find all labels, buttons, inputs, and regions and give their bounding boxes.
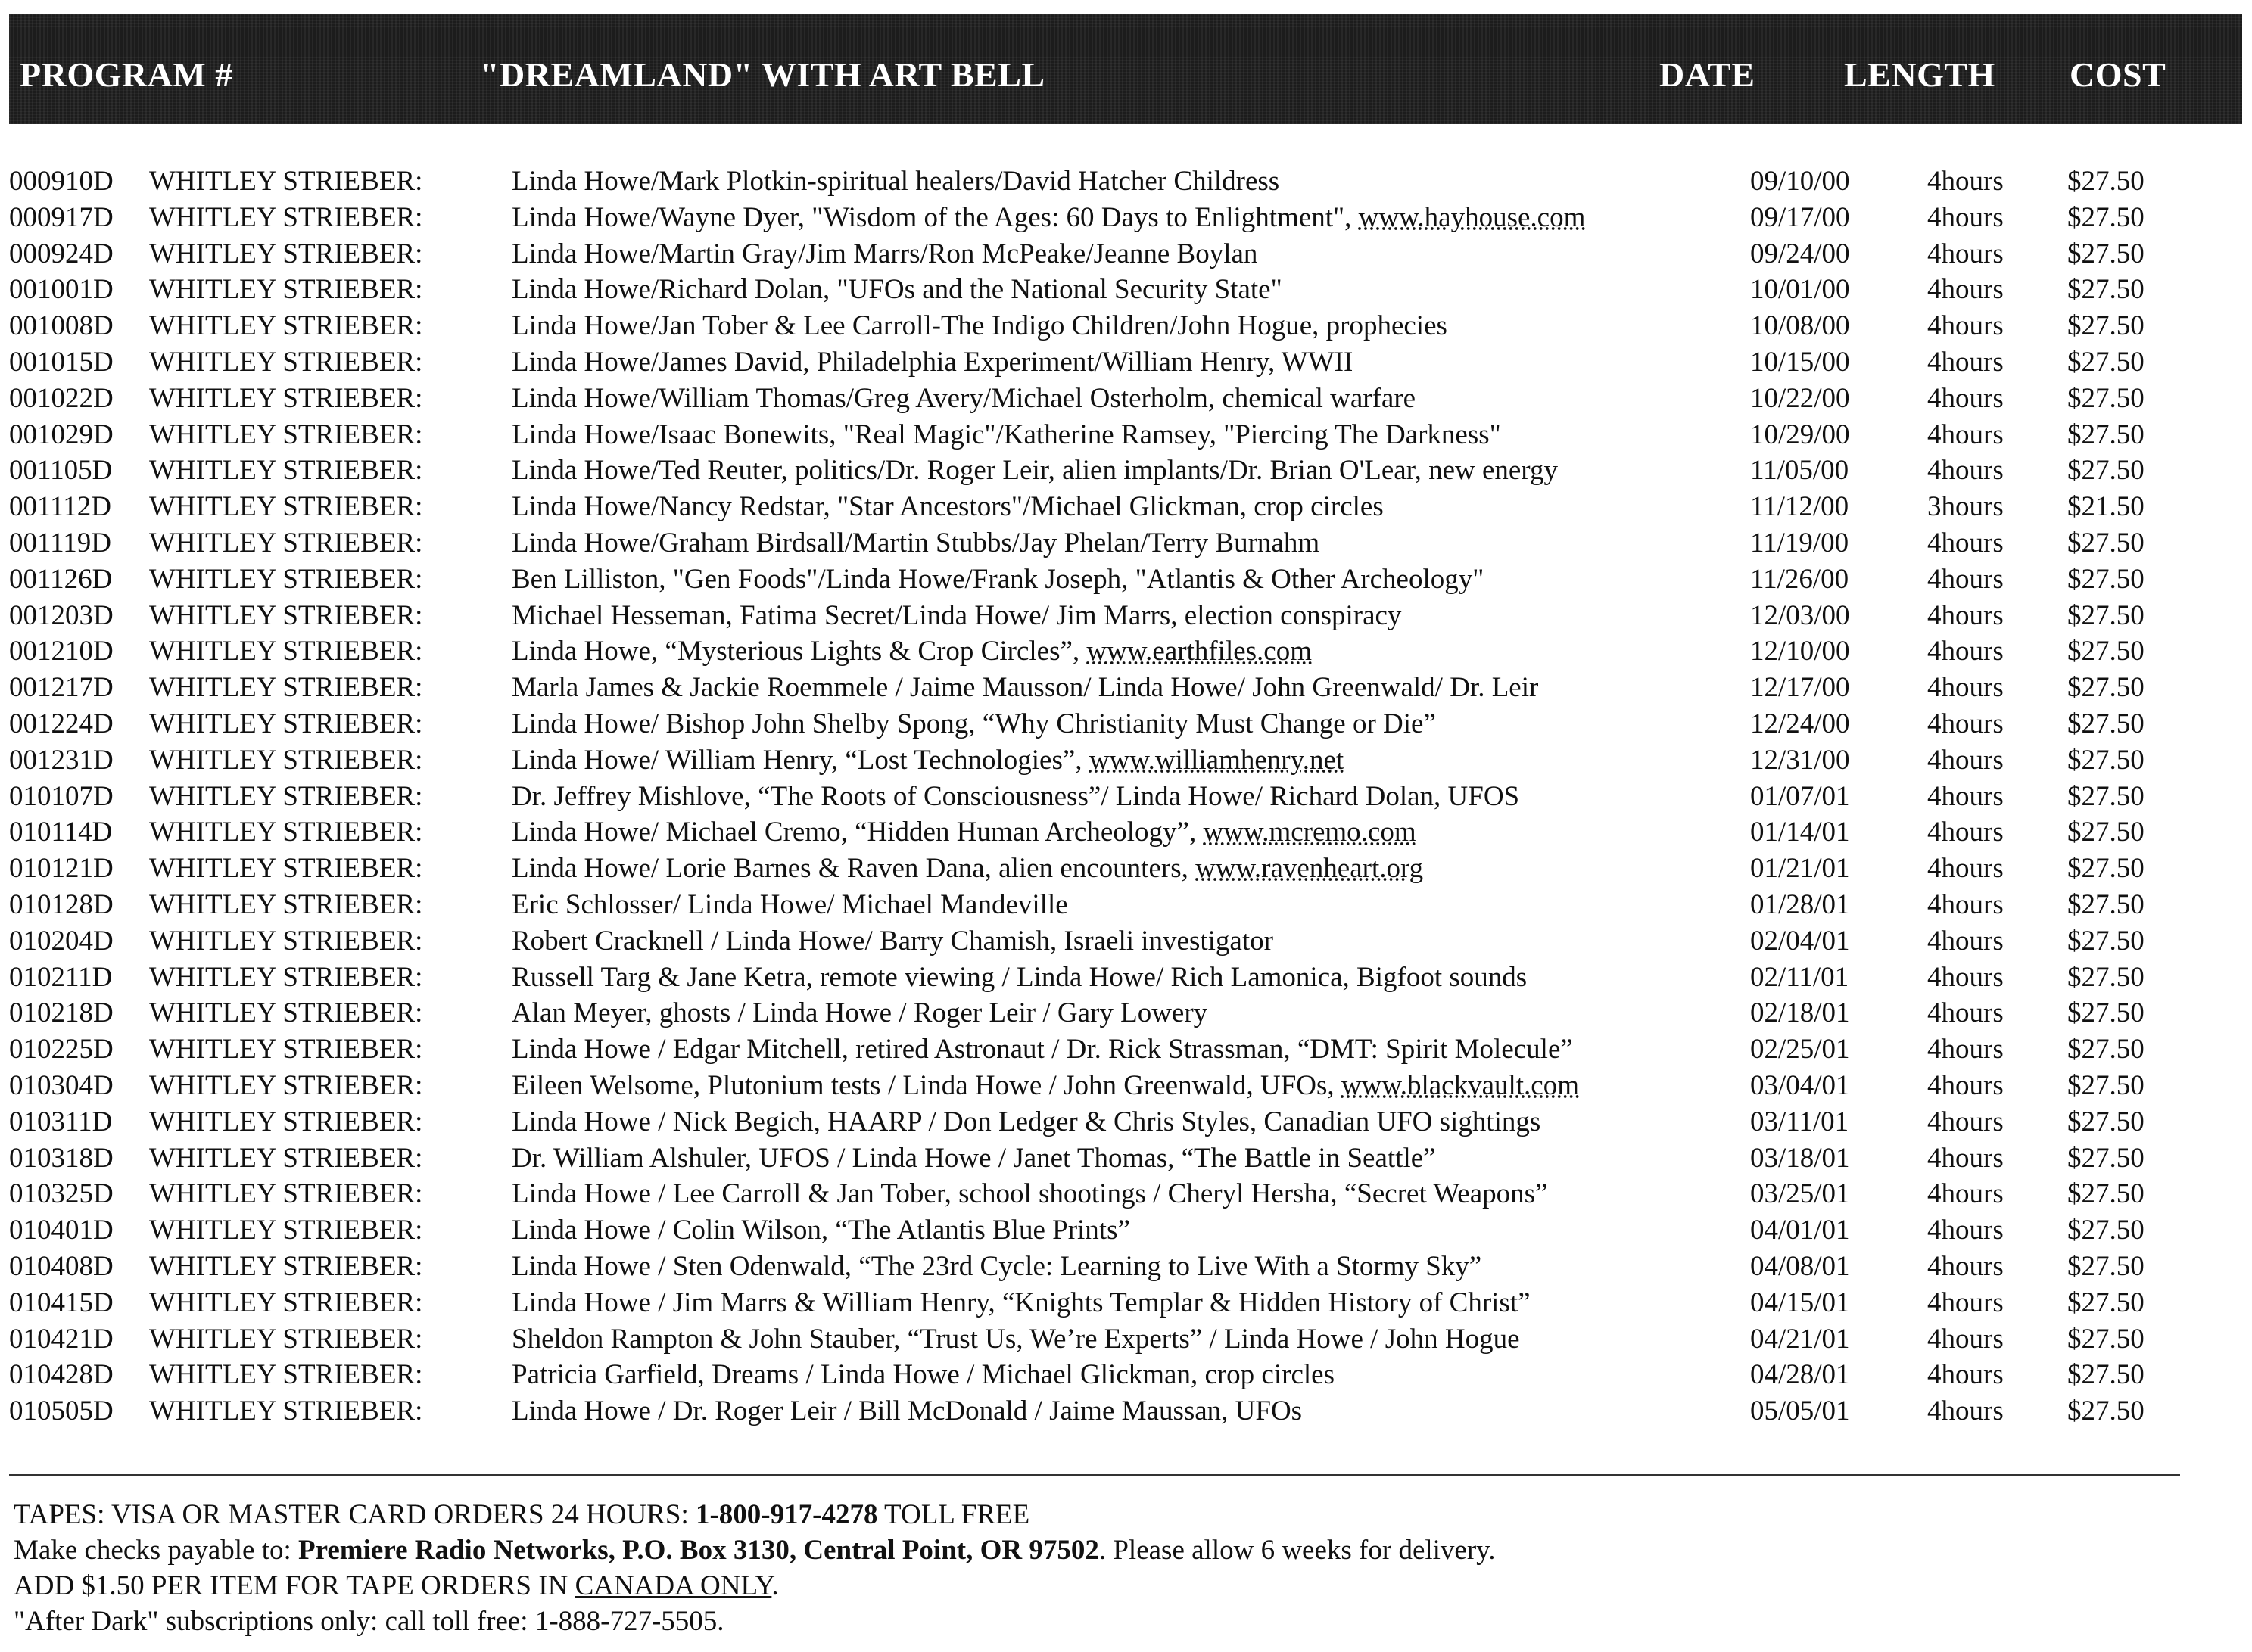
program-list xyxy=(0,163,2252,1430)
table-row xyxy=(0,887,2252,923)
program-description: Ben Lilliston, "Gen Foods"/Linda Howe/Frank Joseph, "Atlantis & Other Archeology" xyxy=(512,563,1484,595)
table-row xyxy=(0,1031,2252,1068)
air-date: 12/17/00 xyxy=(1750,672,1850,704)
table-row xyxy=(0,1176,2252,1212)
program-cost: $27.50 xyxy=(2067,1215,2145,1246)
air-date: 01/21/01 xyxy=(1750,853,1850,885)
program-number: 001015D xyxy=(9,346,114,378)
program-length: 3hours xyxy=(1927,491,2004,523)
footer-line-tapes: TAPES: VISA OR MASTER CARD ORDERS 24 HOURS: 1-800-917-4278 TOLL FREE xyxy=(14,1499,1030,1530)
host-name: WHITLEY STRIEBER: xyxy=(149,599,423,631)
program-number: 010428D xyxy=(9,1359,114,1391)
host-name: WHITLEY STRIEBER: xyxy=(149,491,423,523)
program-cost: $27.50 xyxy=(2067,382,2145,414)
program-description: Linda Howe/ Lorie Barnes & Raven Dana, alien encounters, www.ravenheart.org xyxy=(512,853,1424,885)
program-description: Linda Howe/Wayne Dyer, "Wisdom of the Ages: 60 Days to Enlightment", www.hayhouse.com xyxy=(512,201,1586,233)
header-length: LENGTH xyxy=(1844,55,1995,94)
host-name: WHITLEY STRIEBER: xyxy=(149,672,423,704)
program-number: 010211D xyxy=(9,961,113,993)
footer-line-canada: ADD $1.50 PER ITEM FOR TAPE ORDERS IN CANADA ONLY. xyxy=(14,1570,779,1601)
air-date: 05/05/01 xyxy=(1750,1395,1850,1427)
air-date: 12/31/00 xyxy=(1750,744,1850,776)
program-length: 4hours xyxy=(1927,1178,2004,1210)
program-description: Linda Howe/Richard Dolan, "UFOs and the National Security State" xyxy=(512,274,1282,306)
program-length: 4hours xyxy=(1927,166,2004,197)
program-description: Linda Howe / Nick Begich, HAARP / Don Ledger & Chris Styles, Canadian UFO sightings xyxy=(512,1106,1541,1137)
host-name: WHITLEY STRIEBER: xyxy=(149,527,423,558)
program-description: Linda Howe/Isaac Bonewits, "Real Magic"/Katherine Ramsey, "Piercing The Darkness" xyxy=(512,418,1501,450)
program-number: 010311D xyxy=(9,1106,113,1137)
program-length: 4hours xyxy=(1927,1359,2004,1391)
program-length: 4hours xyxy=(1927,382,2004,414)
website-link[interactable]: www.mcremo.com xyxy=(1203,817,1416,848)
host-name: WHITLEY STRIEBER: xyxy=(149,817,423,848)
program-description: Linda Howe/Martin Gray/Jim Marrs/Ron McPeake/Jeanne Boylan xyxy=(512,238,1258,269)
table-row xyxy=(0,562,2252,598)
program-number: 010121D xyxy=(9,853,114,885)
program-number: 010225D xyxy=(9,1034,114,1066)
host-name: WHITLEY STRIEBER: xyxy=(149,636,423,667)
program-number: 001224D xyxy=(9,708,114,739)
table-row xyxy=(0,706,2252,742)
program-number: 010114D xyxy=(9,817,113,848)
program-cost: $27.50 xyxy=(2067,1286,2145,1318)
website-link[interactable]: www.earthfiles.com xyxy=(1086,636,1313,667)
air-date: 01/07/01 xyxy=(1750,780,1850,812)
program-description: Sheldon Rampton & John Stauber, “Trust Us, We’re Experts” / Linda Howe / John Hogue xyxy=(512,1323,1520,1355)
host-name: WHITLEY STRIEBER: xyxy=(149,708,423,739)
air-date: 03/04/01 xyxy=(1750,1069,1850,1101)
table-row xyxy=(0,1285,2252,1321)
air-date: 02/25/01 xyxy=(1750,1034,1850,1066)
program-description: Linda Howe / Edgar Mitchell, retired Astronaut / Dr. Rick Strassman, “DMT: Spirit Molecule” xyxy=(512,1034,1573,1066)
program-length: 4hours xyxy=(1927,1034,2004,1066)
program-number: 001008D xyxy=(9,310,114,342)
table-row xyxy=(0,525,2252,562)
program-cost: $27.50 xyxy=(2067,1250,2145,1282)
host-name: WHITLEY STRIEBER: xyxy=(149,1286,423,1318)
program-length: 4hours xyxy=(1927,1395,2004,1427)
program-number: 001119D xyxy=(9,527,111,558)
program-number: 001022D xyxy=(9,382,114,414)
footer-line-after-dark: "After Dark" subscriptions only: call toll free: 1-888-727-5505. xyxy=(14,1606,724,1637)
air-date: 04/08/01 xyxy=(1750,1250,1850,1282)
program-description: Linda Howe/Nancy Redstar, "Star Ancestors"/Michael Glickman, crop circles xyxy=(512,491,1384,523)
program-number: 010408D xyxy=(9,1250,114,1282)
program-description: Linda Howe/Ted Reuter, politics/Dr. Roger Leir, alien implants/Dr. Brian O'Lear, new energy xyxy=(512,455,1558,487)
table-header-band xyxy=(9,14,2242,124)
air-date: 04/28/01 xyxy=(1750,1359,1850,1391)
program-description: Linda Howe/William Thomas/Greg Avery/Michael Osterholm, chemical warfare xyxy=(512,382,1416,414)
host-name: WHITLEY STRIEBER: xyxy=(149,310,423,342)
program-number: 001126D xyxy=(9,563,113,595)
host-name: WHITLEY STRIEBER: xyxy=(149,1142,423,1174)
program-cost: $27.50 xyxy=(2067,853,2145,885)
program-length: 4hours xyxy=(1927,346,2004,378)
program-length: 4hours xyxy=(1927,418,2004,450)
program-length: 4hours xyxy=(1927,201,2004,233)
program-cost: $27.50 xyxy=(2067,888,2145,920)
program-cost: $21.50 xyxy=(2067,491,2145,523)
header-program: PROGRAM # xyxy=(20,55,233,94)
program-cost: $27.50 xyxy=(2067,1395,2145,1427)
air-date: 09/10/00 xyxy=(1750,166,1850,197)
website-link[interactable]: www.hayhouse.com xyxy=(1358,201,1586,233)
host-name: WHITLEY STRIEBER: xyxy=(149,853,423,885)
program-description: Linda Howe/Graham Birdsall/Martin Stubbs/Jay Phelan/Terry Burnahm xyxy=(512,527,1320,558)
footer-divider xyxy=(9,1474,2180,1476)
program-length: 4hours xyxy=(1927,599,2004,631)
program-length: 4hours xyxy=(1927,1142,2004,1174)
website-link[interactable]: www.williamhenry.net xyxy=(1089,744,1344,776)
program-description: Russell Targ & Jane Ketra, remote viewing / Linda Howe/ Rich Lamonica, Bigfoot sounds xyxy=(512,961,1528,993)
air-date: 12/10/00 xyxy=(1750,636,1850,667)
air-date: 09/24/00 xyxy=(1750,238,1850,269)
program-number: 010318D xyxy=(9,1142,114,1174)
table-row xyxy=(0,1068,2252,1104)
table-row xyxy=(0,272,2252,308)
program-length: 4hours xyxy=(1927,817,2004,848)
program-length: 4hours xyxy=(1927,310,2004,342)
program-cost: $27.50 xyxy=(2067,1034,2145,1066)
air-date: 10/15/00 xyxy=(1750,346,1850,378)
host-name: WHITLEY STRIEBER: xyxy=(149,1034,423,1066)
program-number: 010421D xyxy=(9,1323,114,1355)
host-name: WHITLEY STRIEBER: xyxy=(149,166,423,197)
program-length: 4hours xyxy=(1927,1323,2004,1355)
program-description: Linda Howe, “Mysterious Lights & Crop Circles”, www.earthfiles.com xyxy=(512,636,1313,667)
host-name: WHITLEY STRIEBER: xyxy=(149,382,423,414)
program-length: 4hours xyxy=(1927,636,2004,667)
program-number: 010204D xyxy=(9,925,114,957)
program-cost: $27.50 xyxy=(2067,1178,2145,1210)
program-length: 4hours xyxy=(1927,238,2004,269)
program-length: 4hours xyxy=(1927,925,2004,957)
table-row xyxy=(0,995,2252,1031)
program-description: Michael Hesseman, Fatima Secret/Linda Howe/ Jim Marrs, election conspiracy xyxy=(512,599,1402,631)
program-length: 4hours xyxy=(1927,853,2004,885)
program-description: Linda Howe/ Michael Cremo, “Hidden Human Archeology”, www.mcremo.com xyxy=(512,817,1416,848)
program-cost: $27.50 xyxy=(2067,672,2145,704)
host-name: WHITLEY STRIEBER: xyxy=(149,274,423,306)
program-length: 4hours xyxy=(1927,744,2004,776)
host-name: WHITLEY STRIEBER: xyxy=(149,563,423,595)
program-description: Dr. William Alshuler, UFOS / Linda Howe / Janet Thomas, “The Battle in Seattle” xyxy=(512,1142,1436,1174)
program-description: Marla James & Jackie Roemmele / Jaime Mausson/ Linda Howe/ John Greenwald/ Dr. Leir xyxy=(512,672,1539,704)
program-number: 001029D xyxy=(9,418,114,450)
program-length: 4hours xyxy=(1927,455,2004,487)
program-number: 001112D xyxy=(9,491,111,523)
program-cost: $27.50 xyxy=(2067,1359,2145,1391)
table-row xyxy=(0,814,2252,851)
program-description: Linda Howe/Jan Tober & Lee Carroll-The Indigo Children/John Hogue, prophecies xyxy=(512,310,1447,342)
ordering-info xyxy=(14,1497,1496,1639)
table-row xyxy=(0,1393,2252,1430)
header-title: "DREAMLAND" WITH ART BELL xyxy=(480,55,1045,94)
air-date: 04/15/01 xyxy=(1750,1286,1850,1318)
table-row xyxy=(0,453,2252,489)
program-number: 010107D xyxy=(9,780,114,812)
host-name: WHITLEY STRIEBER: xyxy=(149,238,423,269)
program-number: 000924D xyxy=(9,238,114,269)
program-cost: $27.50 xyxy=(2067,1069,2145,1101)
program-description: Linda Howe/ William Henry, “Lost Technologies”, www.williamhenry.net xyxy=(512,744,1344,776)
program-description: Eileen Welsome, Plutonium tests / Linda Howe / John Greenwald, UFOs, www.blackvault.com xyxy=(512,1069,1580,1101)
program-description: Linda Howe / Colin Wilson, “The Atlantis Blue Prints” xyxy=(512,1215,1130,1246)
table-row xyxy=(0,779,2252,815)
table-row xyxy=(0,1321,2252,1358)
program-number: 001217D xyxy=(9,672,114,704)
program-cost: $27.50 xyxy=(2067,201,2145,233)
program-cost: $27.50 xyxy=(2067,817,2145,848)
program-cost: $27.50 xyxy=(2067,636,2145,667)
program-length: 4hours xyxy=(1927,1250,2004,1282)
table-row xyxy=(0,1212,2252,1249)
air-date: 04/01/01 xyxy=(1750,1215,1850,1246)
air-date: 03/11/01 xyxy=(1750,1106,1849,1137)
program-length: 4hours xyxy=(1927,997,2004,1029)
program-cost: $27.50 xyxy=(2067,563,2145,595)
host-name: WHITLEY STRIEBER: xyxy=(149,418,423,450)
host-name: WHITLEY STRIEBER: xyxy=(149,780,423,812)
mailing-address: Premiere Radio Networks, P.O. Box 3130, Central Point, OR 97502 xyxy=(298,1535,1099,1566)
host-name: WHITLEY STRIEBER: xyxy=(149,1395,423,1427)
air-date: 11/26/00 xyxy=(1750,563,1849,595)
host-name: WHITLEY STRIEBER: xyxy=(149,1323,423,1355)
program-length: 4hours xyxy=(1927,708,2004,739)
program-length: 4hours xyxy=(1927,780,2004,812)
program-cost: $27.50 xyxy=(2067,925,2145,957)
website-link[interactable]: www.blackvault.com xyxy=(1341,1069,1580,1101)
air-date: 02/18/01 xyxy=(1750,997,1850,1029)
program-number: 010401D xyxy=(9,1215,114,1246)
program-number: 010218D xyxy=(9,997,114,1029)
program-length: 4hours xyxy=(1927,1069,2004,1101)
program-description: Eric Schlosser/ Linda Howe/ Michael Mandeville xyxy=(512,888,1068,920)
program-number: 010325D xyxy=(9,1178,114,1210)
footer-line-checks: Make checks payable to: Premiere Radio Networks, P.O. Box 3130, Central Point, OR 97502. Please allow 6 weeks for delivery. xyxy=(14,1535,1496,1566)
air-date: 03/25/01 xyxy=(1750,1178,1850,1210)
table-row xyxy=(0,236,2252,272)
program-cost: $27.50 xyxy=(2067,418,2145,450)
program-length: 4hours xyxy=(1927,961,2004,993)
program-length: 4hours xyxy=(1927,274,2004,306)
air-date: 12/24/00 xyxy=(1750,708,1850,739)
table-row xyxy=(0,381,2252,417)
host-name: WHITLEY STRIEBER: xyxy=(149,1069,423,1101)
program-description: Linda Howe / Dr. Roger Leir / Bill McDonald / Jaime Maussan, UFOs xyxy=(512,1395,1303,1427)
table-row xyxy=(0,489,2252,525)
program-cost: $27.50 xyxy=(2067,744,2145,776)
program-length: 4hours xyxy=(1927,888,2004,920)
program-number: 001203D xyxy=(9,599,114,631)
table-row xyxy=(0,1249,2252,1285)
program-number: 010505D xyxy=(9,1395,114,1427)
air-date: 01/14/01 xyxy=(1750,817,1850,848)
air-date: 11/05/00 xyxy=(1750,455,1849,487)
host-name: WHITLEY STRIEBER: xyxy=(149,1359,423,1391)
program-number: 010304D xyxy=(9,1069,114,1101)
program-description: Linda Howe / Lee Carroll & Jan Tober, school shootings / Cheryl Hersha, “Secret Weapons” xyxy=(512,1178,1548,1210)
program-cost: $27.50 xyxy=(2067,238,2145,269)
table-row xyxy=(0,1357,2252,1393)
program-description: Linda Howe/James David, Philadelphia Experiment/William Henry, WWII xyxy=(512,346,1353,378)
host-name: WHITLEY STRIEBER: xyxy=(149,1106,423,1137)
program-cost: $27.50 xyxy=(2067,1142,2145,1174)
table-row xyxy=(0,598,2252,634)
host-name: WHITLEY STRIEBER: xyxy=(149,997,423,1029)
table-row xyxy=(0,163,2252,200)
program-cost: $27.50 xyxy=(2067,346,2145,378)
program-cost: $27.50 xyxy=(2067,708,2145,739)
host-name: WHITLEY STRIEBER: xyxy=(149,346,423,378)
program-length: 4hours xyxy=(1927,1215,2004,1246)
program-length: 4hours xyxy=(1927,672,2004,704)
air-date: 10/29/00 xyxy=(1750,418,1850,450)
host-name: WHITLEY STRIEBER: xyxy=(149,961,423,993)
table-row xyxy=(0,1104,2252,1140)
header-cost: COST xyxy=(2070,55,2166,94)
host-name: WHITLEY STRIEBER: xyxy=(149,1178,423,1210)
program-description: Patricia Garfield, Dreams / Linda Howe / Michael Glickman, crop circles xyxy=(512,1359,1335,1391)
order-phone: 1-800-917-4278 xyxy=(695,1499,878,1530)
program-number: 000917D xyxy=(9,201,114,233)
table-row xyxy=(0,308,2252,344)
program-cost: $27.50 xyxy=(2067,1323,2145,1355)
program-number: 001001D xyxy=(9,274,114,306)
program-cost: $27.50 xyxy=(2067,1106,2145,1137)
program-cost: $27.50 xyxy=(2067,166,2145,197)
program-description: Linda Howe / Sten Odenwald, “The 23rd Cycle: Learning to Live With a Stormy Sky” xyxy=(512,1250,1482,1282)
program-number: 001210D xyxy=(9,636,114,667)
program-description: Robert Cracknell / Linda Howe/ Barry Chamish, Israeli investigator xyxy=(512,925,1273,957)
air-date: 02/11/01 xyxy=(1750,961,1849,993)
program-length: 4hours xyxy=(1927,527,2004,558)
table-row xyxy=(0,344,2252,381)
table-row xyxy=(0,633,2252,670)
host-name: WHITLEY STRIEBER: xyxy=(149,1250,423,1282)
air-date: 10/08/00 xyxy=(1750,310,1850,342)
host-name: WHITLEY STRIEBER: xyxy=(149,1215,423,1246)
program-cost: $27.50 xyxy=(2067,455,2145,487)
host-name: WHITLEY STRIEBER: xyxy=(149,888,423,920)
table-row xyxy=(0,1140,2252,1177)
program-number: 010415D xyxy=(9,1286,114,1318)
program-length: 4hours xyxy=(1927,1286,2004,1318)
program-number: 000910D xyxy=(9,166,114,197)
program-cost: $27.50 xyxy=(2067,274,2145,306)
table-row xyxy=(0,200,2252,236)
air-date: 10/01/00 xyxy=(1750,274,1850,306)
program-description: Linda Howe / Jim Marrs & William Henry, “Knights Templar & Hidden History of Christ” xyxy=(512,1286,1531,1318)
program-number: 001105D xyxy=(9,455,113,487)
program-description: Linda Howe/ Bishop John Shelby Spong, “Why Christianity Must Change or Die” xyxy=(512,708,1436,739)
website-link[interactable]: www.ravenheart.org xyxy=(1195,853,1424,885)
air-date: 02/04/01 xyxy=(1750,925,1850,957)
air-date: 04/21/01 xyxy=(1750,1323,1850,1355)
air-date: 12/03/00 xyxy=(1750,599,1850,631)
table-row xyxy=(0,923,2252,960)
host-name: WHITLEY STRIEBER: xyxy=(149,455,423,487)
table-row xyxy=(0,742,2252,779)
host-name: WHITLEY STRIEBER: xyxy=(149,201,423,233)
program-description: Dr. Jeffrey Mishlove, “The Roots of Consciousness”/ Linda Howe/ Richard Dolan, UFOS xyxy=(512,780,1520,812)
header-date: DATE xyxy=(1659,55,1755,94)
program-cost: $27.50 xyxy=(2067,527,2145,558)
air-date: 11/19/00 xyxy=(1750,527,1849,558)
program-length: 4hours xyxy=(1927,1106,2004,1137)
program-number: 001231D xyxy=(9,744,114,776)
air-date: 01/28/01 xyxy=(1750,888,1850,920)
program-cost: $27.50 xyxy=(2067,310,2145,342)
program-description: Linda Howe/Mark Plotkin-spiritual healers/David Hatcher Childress xyxy=(512,166,1280,197)
air-date: 10/22/00 xyxy=(1750,382,1850,414)
program-length: 4hours xyxy=(1927,563,2004,595)
table-row xyxy=(0,417,2252,453)
program-cost: $27.50 xyxy=(2067,780,2145,812)
program-number: 010128D xyxy=(9,888,114,920)
air-date: 03/18/01 xyxy=(1750,1142,1850,1174)
program-description: Alan Meyer, ghosts / Linda Howe / Roger Leir / Gary Lowery xyxy=(512,997,1208,1029)
host-name: WHITLEY STRIEBER: xyxy=(149,925,423,957)
table-row xyxy=(0,851,2252,887)
program-cost: $27.50 xyxy=(2067,599,2145,631)
program-cost: $27.50 xyxy=(2067,961,2145,993)
table-row xyxy=(0,960,2252,996)
program-cost: $27.50 xyxy=(2067,997,2145,1029)
host-name: WHITLEY STRIEBER: xyxy=(149,744,423,776)
table-row xyxy=(0,670,2252,706)
air-date: 11/12/00 xyxy=(1750,491,1849,523)
air-date: 09/17/00 xyxy=(1750,201,1850,233)
